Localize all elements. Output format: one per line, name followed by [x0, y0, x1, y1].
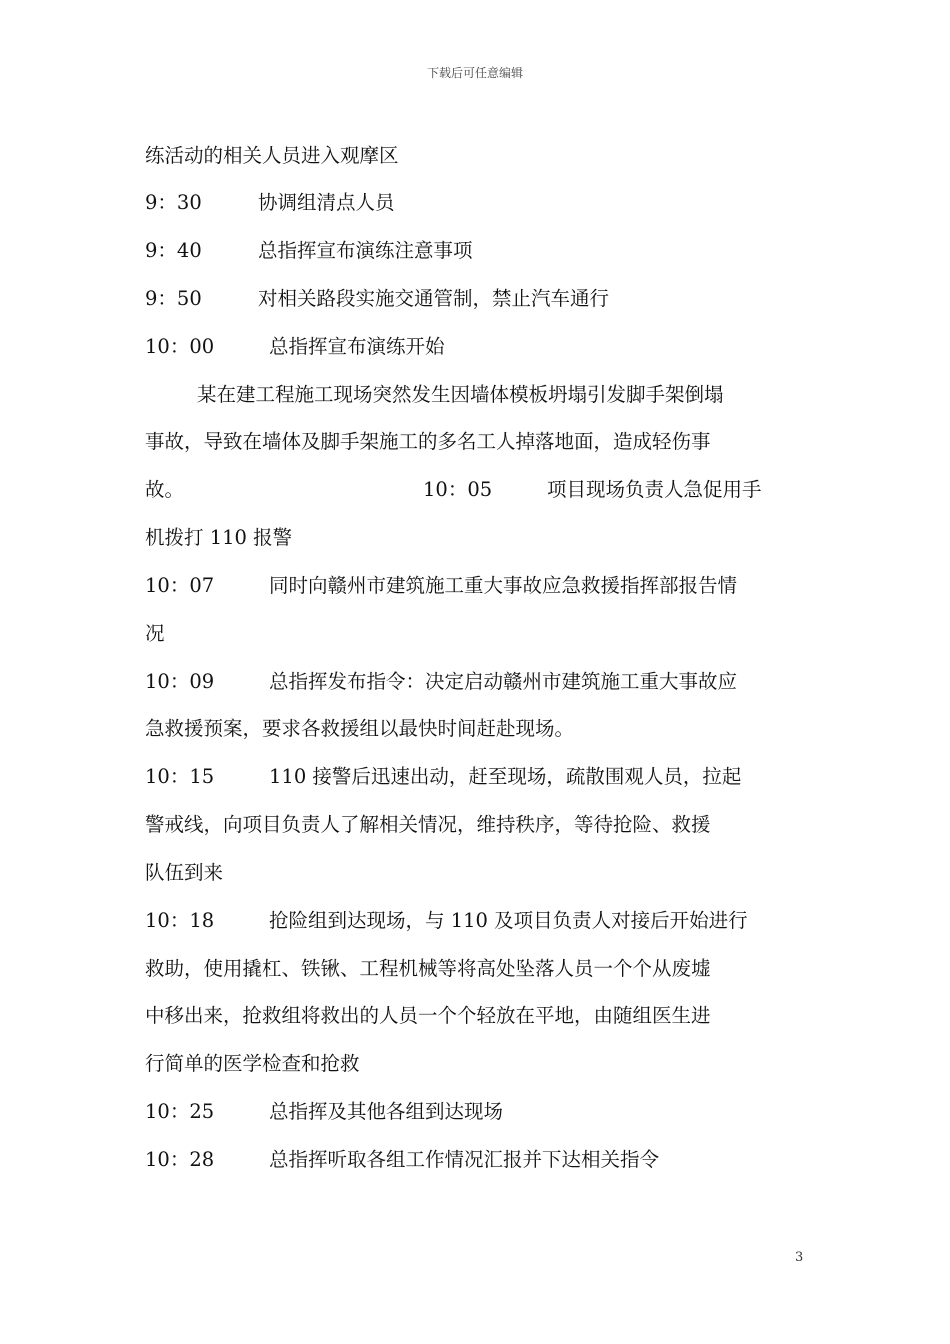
time-label: 10：28	[145, 1148, 215, 1171]
paragraph-line	[145, 860, 223, 886]
time-label: 9：40	[145, 239, 202, 262]
time-label: 10：07	[145, 574, 215, 597]
schedule-line	[145, 238, 473, 264]
time-label: 10：25	[145, 1100, 215, 1123]
event-text: 项目现场负责人急促用手	[547, 478, 762, 501]
paragraph-line	[145, 716, 574, 742]
paragraph-line	[145, 956, 711, 982]
text: 中移出来，抢救组将救出的人员一个个轻放在平地，由随组医生进	[145, 1004, 711, 1027]
schedule-line	[145, 477, 762, 503]
schedule-line	[145, 1099, 503, 1125]
text: 急救援预案，要求各救援组以最快时间赶赴现场。	[145, 717, 575, 740]
text: 某在建工程施工现场突然发生因墙体模板坍塌引发脚手架倒塌	[197, 383, 724, 406]
paragraph-line	[145, 429, 711, 455]
schedule-line	[145, 573, 737, 599]
time-label: 10：05	[423, 478, 493, 501]
page-number: 3	[795, 1250, 804, 1265]
event-text: 总指挥宣布演练注意事项	[258, 239, 473, 262]
paragraph-line	[145, 1051, 360, 1077]
time-label: 10：15	[145, 765, 215, 788]
event-text: 总指挥听取各组工作情况汇报并下达相关指令	[269, 1148, 660, 1171]
event-text: 总指挥宣布演练开始	[269, 335, 445, 358]
paragraph-line	[145, 525, 292, 551]
text: 况	[145, 622, 165, 645]
schedule-line	[145, 764, 741, 790]
event-text: 同时向赣州市建筑施工重大事故应急救援指挥部报告情	[269, 574, 738, 597]
schedule-line	[145, 669, 737, 695]
time-label: 10：18	[145, 909, 215, 932]
time-label: 10：00	[145, 335, 215, 358]
event-text: 协调组清点人员	[258, 191, 395, 214]
page-header: 下载后可任意编辑	[426, 66, 523, 80]
schedule-line	[145, 334, 445, 360]
text: 队伍到来	[145, 861, 224, 884]
text: 行简单的医学检查和抢救	[145, 1052, 360, 1075]
event-text: 总指挥发布指令：决定启动赣州市建筑施工重大事故应	[269, 670, 738, 693]
text: 救助，使用撬杠、铁锹、工程机械等将高处坠落人员一个个从废墟	[145, 957, 711, 980]
paragraph-line	[197, 382, 724, 408]
time-label: 10：09	[145, 670, 215, 693]
schedule-line	[145, 190, 395, 216]
schedule-line	[145, 286, 609, 312]
text-line	[145, 143, 399, 169]
text: 故。	[145, 478, 185, 501]
event-text: 总指挥及其他各组到达现场	[269, 1100, 504, 1123]
text: 警戒线，向项目负责人了解相关情况，维持秩序，等待抢险、救援	[145, 813, 711, 836]
text: 机拨打 110 报警	[145, 526, 293, 549]
event-text: 抢险组到达现场，与 110 及项目负责人对接后开始进行	[269, 909, 748, 932]
schedule-line	[145, 1147, 659, 1173]
text: 练活动的相关人员进入观摩区	[145, 144, 399, 167]
text: 事故，导致在墙体及脚手架施工的多名工人掉落地面，造成轻伤事	[145, 430, 711, 453]
time-label: 9：50	[145, 287, 202, 310]
event-text: 110 接警后迅速出动，赶至现场，疏散围观人员，拉起	[269, 765, 742, 788]
paragraph-line	[145, 812, 711, 838]
event-text: 对相关路段实施交通管制，禁止汽车通行	[258, 287, 610, 310]
schedule-line	[145, 908, 748, 934]
paragraph-line	[145, 621, 165, 647]
time-label: 9：30	[145, 191, 202, 214]
paragraph-line	[145, 1003, 711, 1029]
